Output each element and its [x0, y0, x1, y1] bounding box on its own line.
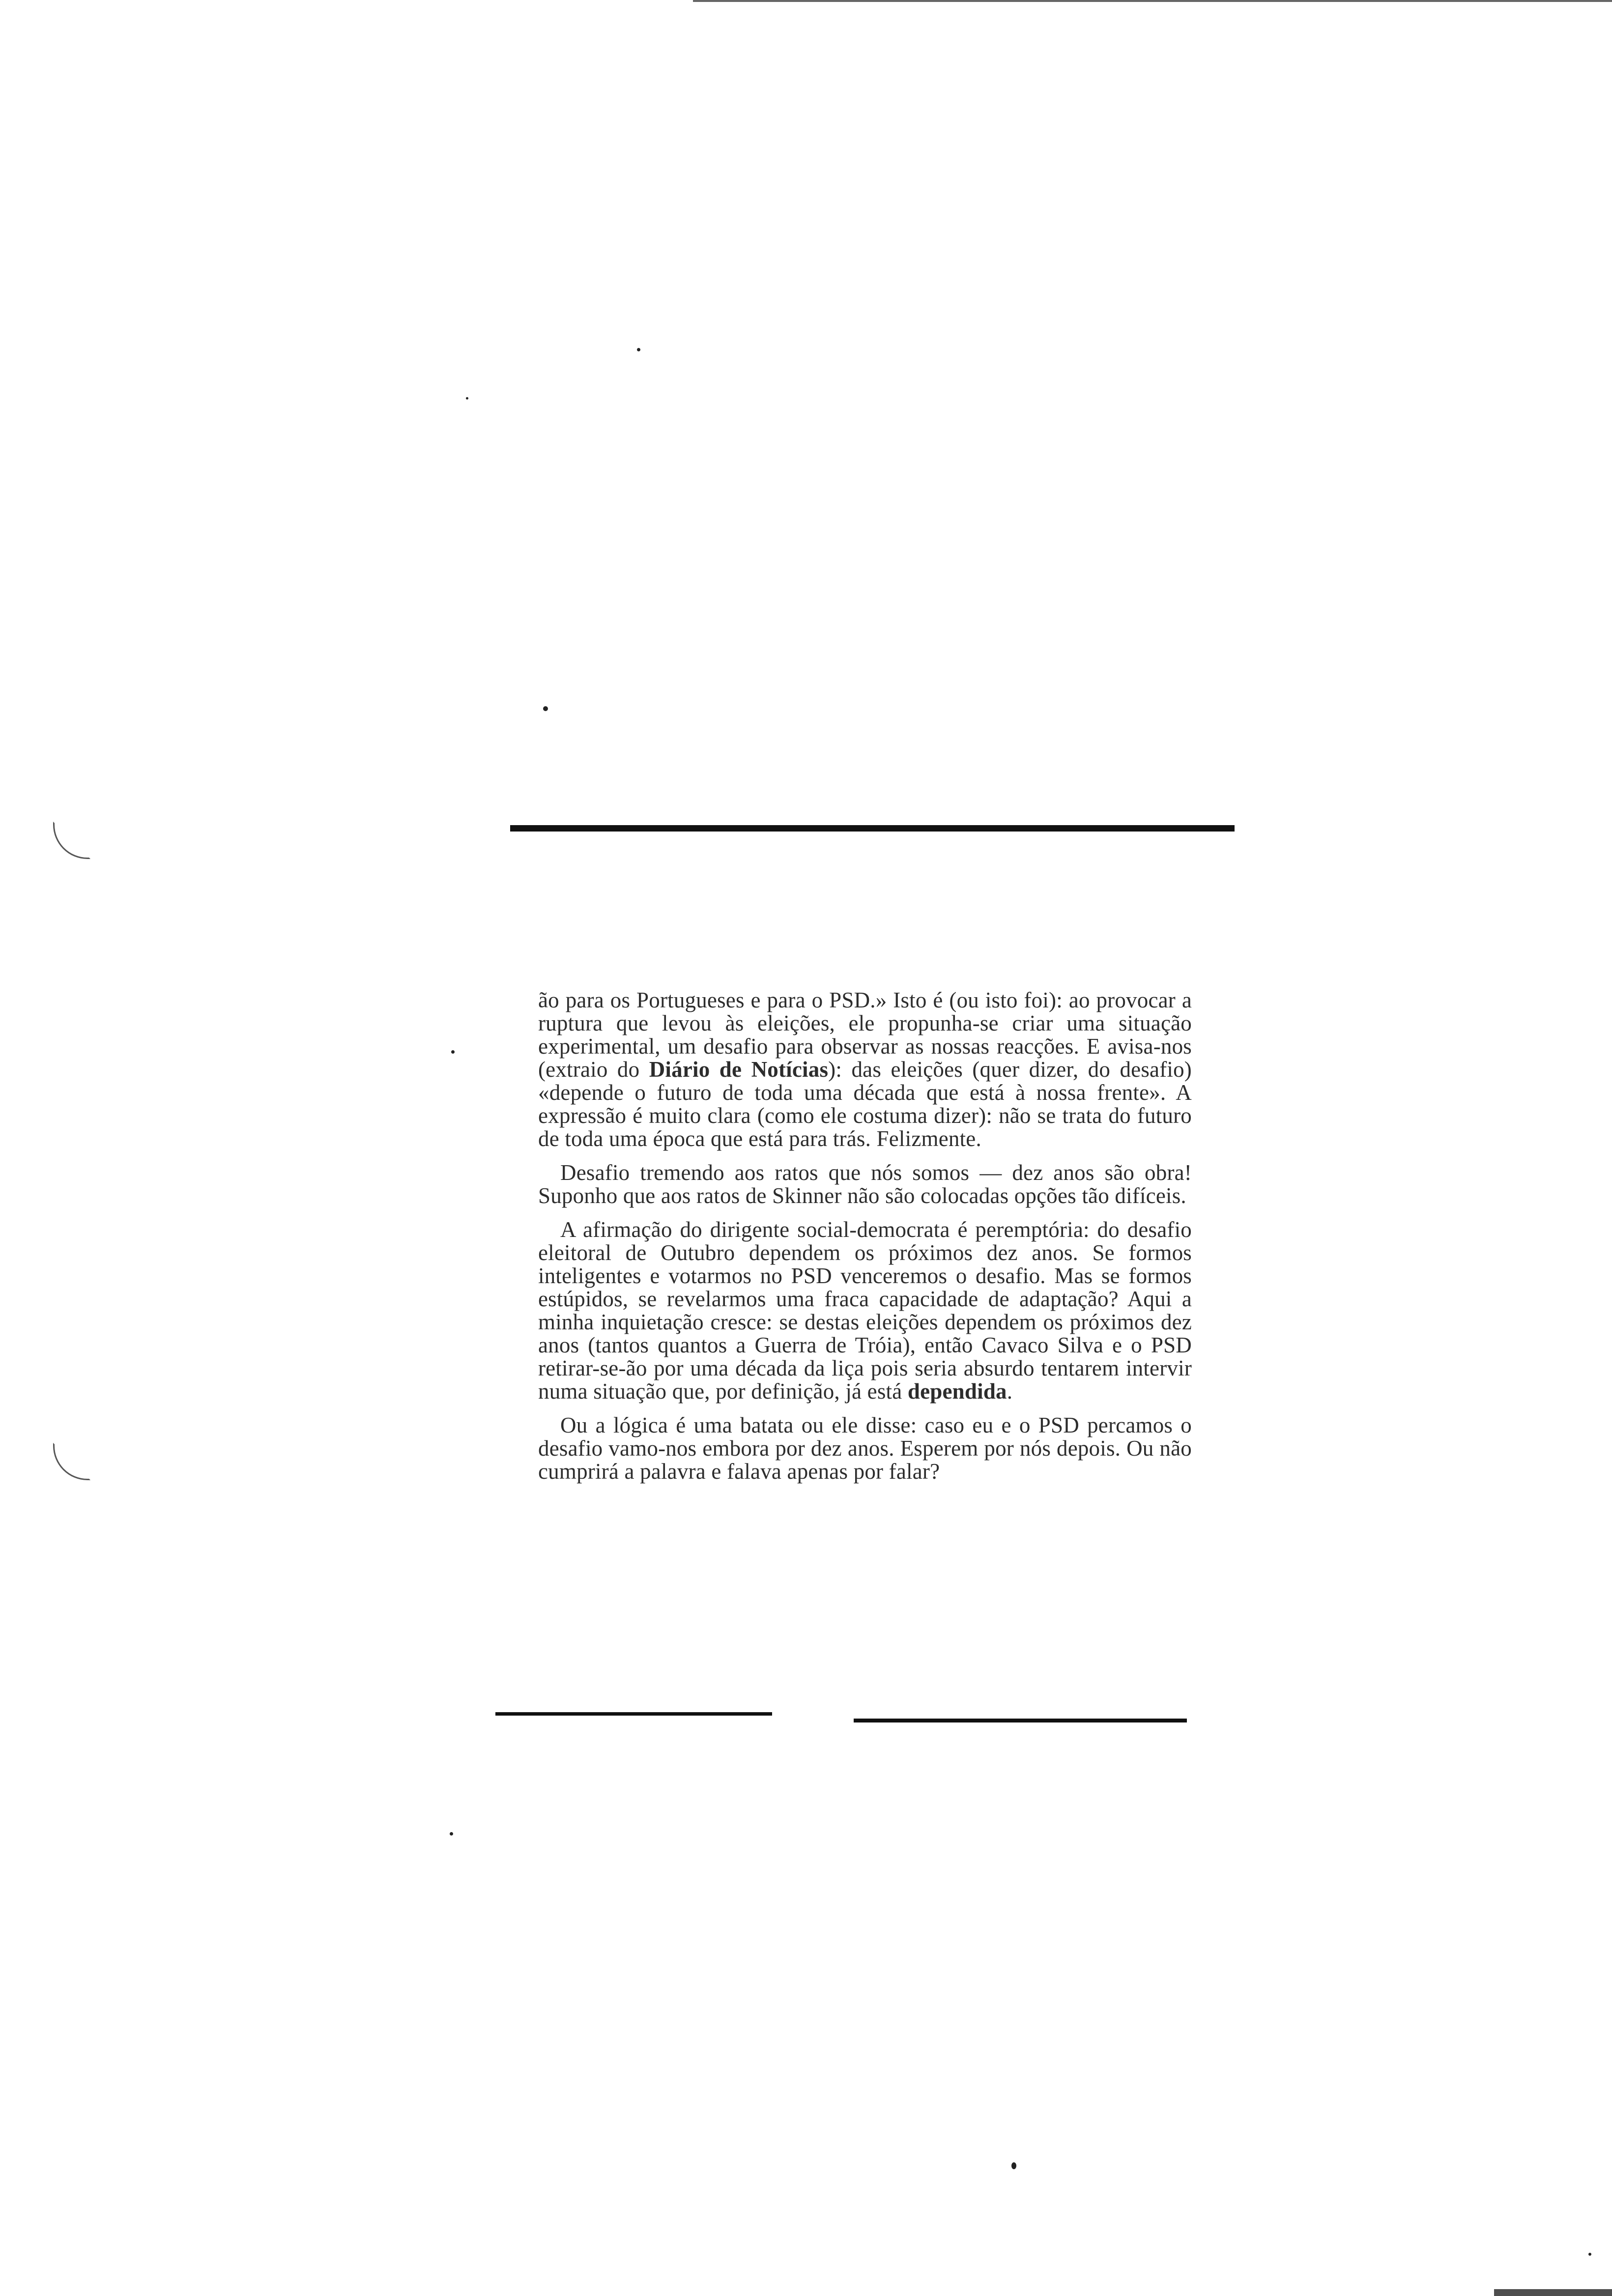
text-run: .	[1007, 1379, 1013, 1404]
text-run: ): das eleições (quer dizer, do desafio) «depende o futuro de toda uma década que está à nossa frente». A expressão é muito clara (como ele costuma dizer): não se trata do futuro de toda uma época que está para trás. Felizmente.	[538, 1057, 1192, 1151]
bottom-rule-left	[495, 1712, 772, 1716]
binder-hole-mark	[53, 1443, 90, 1480]
bottom-rule-right	[854, 1719, 1187, 1722]
scan-speck	[543, 706, 548, 711]
bold-text: Diário de Notícias	[649, 1057, 829, 1082]
scan-speck	[450, 1832, 453, 1836]
scan-speck	[466, 397, 468, 400]
text-run: ão para os Portugueses e para o PSD.» Isto é (ou isto foi): ao provocar a ruptura que levou às eleições, ele propunha-se criar uma situação experimental, um desafio para observar as nossas reacções. E avisa-nos (extraio do	[538, 988, 1192, 1082]
article-body	[538, 989, 1192, 1494]
article-paragraph	[538, 1218, 1192, 1403]
text-run: A afirmação do dirigente social-democrata é peremptória: do desafio eleitoral de Outubro dependem os próximos dez anos. Se formos inteligentes e votarmos no PSD venceremos o desafio. Mas se formos estúpidos, se revelarmos uma fraca capacidade de adaptação? Aqui a minha inquietação cresce: se destas eleições dependem os próximos dez anos (tantos quantos a Guerra de Tróia), então Cavaco Silva e o PSD retirar-se-ão por uma década da liça pois seria absurdo tentarem intervir numa situação que, por definição, já está	[538, 1217, 1192, 1404]
scan-speck	[1011, 2162, 1016, 2169]
top-rule	[510, 825, 1235, 832]
binder-hole-mark	[53, 822, 90, 859]
scan-speck	[637, 348, 640, 351]
scan-speck	[451, 1050, 455, 1054]
text-run: Ou a lógica é uma batata ou ele disse: caso eu e o PSD percamos o desafio vamo-nos embora por dez anos. Esperem por nós depois. Ou não cumprirá a palavra e falava apenas por falar?	[538, 1413, 1192, 1484]
article-paragraph	[538, 989, 1192, 1150]
scan-speck	[1588, 2253, 1591, 2256]
scan-edge-line	[693, 0, 1612, 2]
scan-edge-smear	[1494, 2289, 1612, 2296]
text-run: Desafio tremendo aos ratos que nós somos — dez anos são obra! Suponho que aos ratos de Skinner não são colocadas opções tão difíceis.	[538, 1160, 1192, 1208]
article-paragraph	[538, 1414, 1192, 1483]
article-paragraph	[538, 1161, 1192, 1207]
bold-text: dependida	[907, 1379, 1007, 1404]
